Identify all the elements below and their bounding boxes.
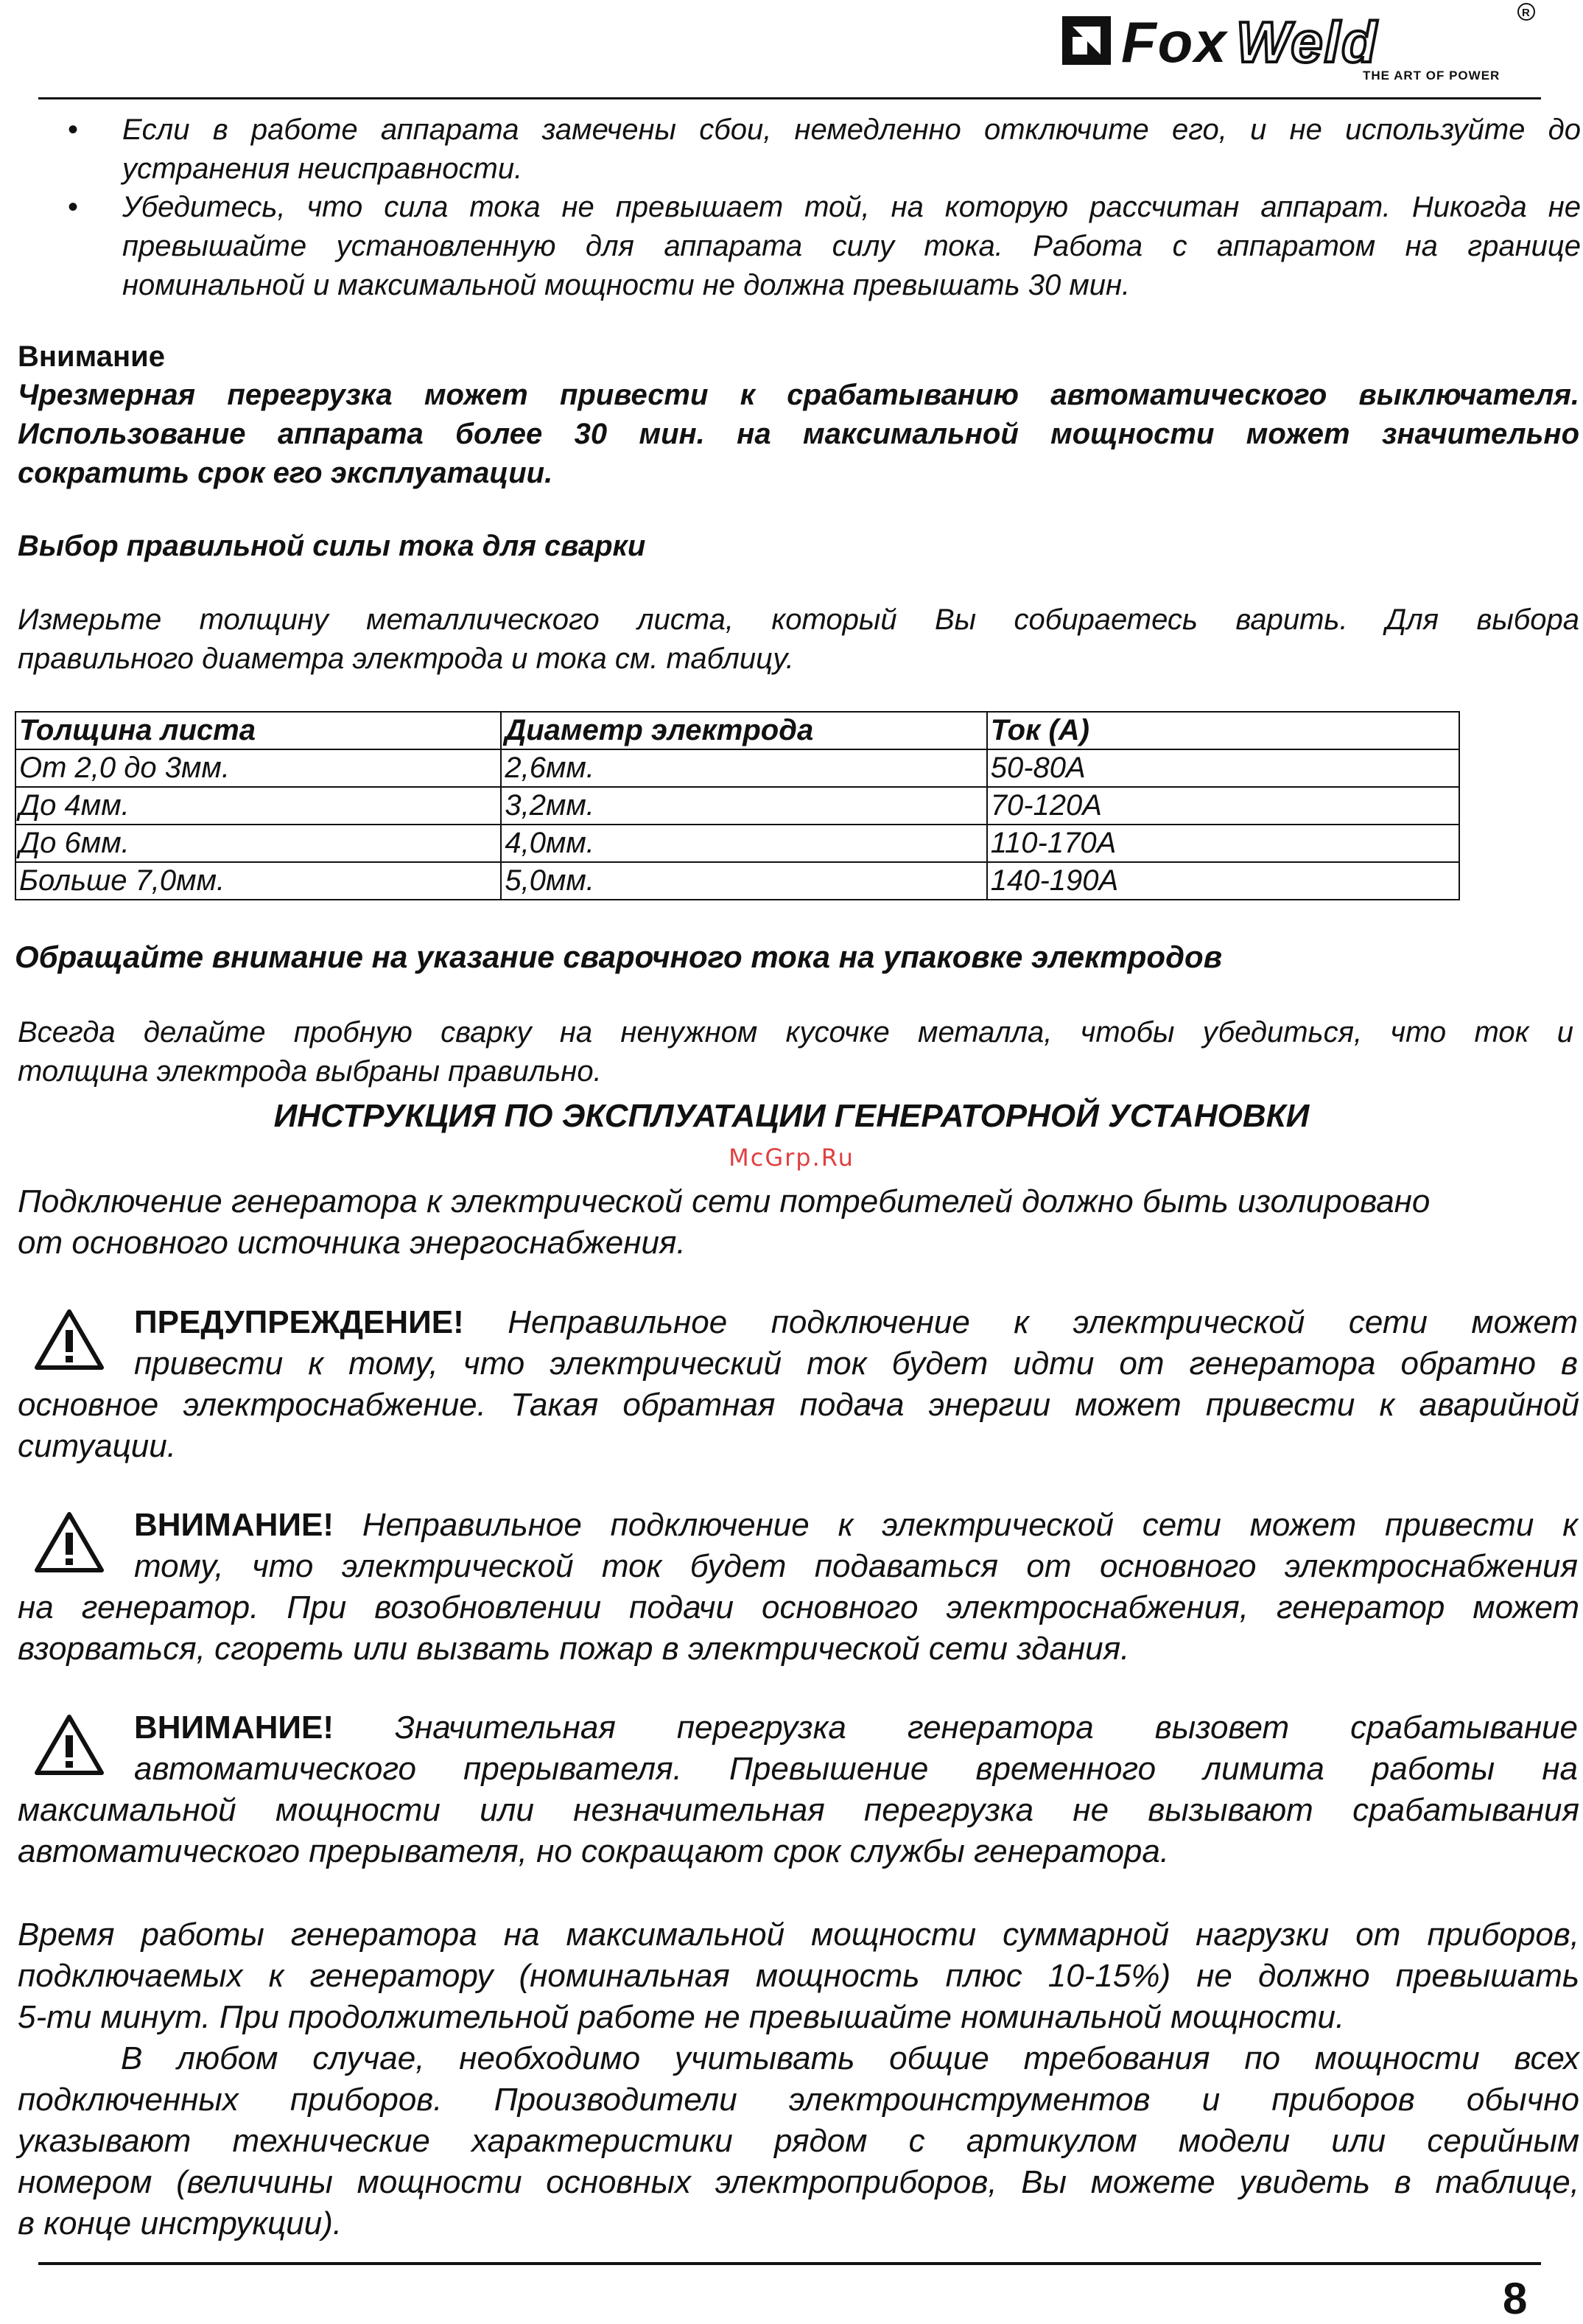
warning-3-head (134, 1707, 1578, 1790)
warning-1-body (18, 1385, 1579, 1467)
warning-line: привести к тому, что электрический ток будет идти от генератора обратно в (134, 1345, 1578, 1382)
table-cell: 50-80А (987, 749, 1459, 787)
attention-line: Использование аппарата более 30 мин. на максимальной мощности может значительно (18, 418, 1579, 450)
bullet-line: устранения неисправности. (122, 153, 523, 185)
brand-logo (1053, 0, 1540, 88)
generator-intro (18, 1181, 1579, 1264)
table-cell: Больше 7,0мм. (15, 862, 501, 900)
warning-line: взорваться, сгореть или вызвать пожар в электрической сети здания. (18, 1631, 1130, 1667)
warning-line: максимальной мощности или незначительная перегрузка не вызывают срабатывания (18, 1792, 1579, 1828)
paragraph-line: в конце инструкции). (18, 2205, 343, 2241)
paragraph-line: 5-ти минут. При продолжительной работе не превышайте номинальной мощности. (18, 1999, 1345, 2035)
warning-text: Неправильное подключение к электрической сети может (508, 1304, 1578, 1340)
bullet-line: превышайте установленную для аппарата силу тока. Работа с аппаратом на границе (122, 230, 1581, 262)
bullet-line: номинальной и максимальной мощности не должна превышать 30 мин. (122, 269, 1131, 301)
table-cell: 4,0мм. (501, 825, 986, 862)
closing-paragraph-1 (18, 1914, 1579, 2038)
warning-label: ВНИМАНИЕ! (134, 1709, 334, 1746)
attention-body (18, 376, 1579, 493)
table-cell: 3,2мм. (501, 787, 986, 825)
column-header-current: Ток (А) (987, 712, 1459, 749)
column-header-diameter: Диаметр электрода (501, 712, 986, 749)
warning-text: Неправильное подключение к электрической сети может привести к (362, 1507, 1578, 1543)
svg-text:R: R (1522, 7, 1530, 19)
table-cell: До 6мм. (15, 825, 501, 862)
bullet-line: Если в работе аппарата замечены сбои, немедленно отключите его, и не используйте до (122, 113, 1581, 146)
warning-line: автоматического прерывателя. Превышение временного лимита работы на (134, 1751, 1578, 1787)
warning-line: основное электроснабжение. Такая обратная подача энергии может привести к аварийной (18, 1387, 1579, 1423)
column-header-thickness: Толщина листа (15, 712, 501, 749)
table-row (15, 749, 1459, 787)
closing-paragraph-2 (18, 2038, 1579, 2244)
warning-2-body (18, 1587, 1579, 1670)
paragraph-line: номером (величины мощности основных электроприборов, Вы можете увидеть в таблице, (18, 2164, 1579, 2200)
generator-section-heading: ИНСТРУКЦИЯ ПО ЭКСПЛУАТАЦИИ ГЕНЕРАТОРНОЙ УСТАНОВКИ (273, 1098, 1310, 1134)
warning-line: автоматического прерывателя, но сокращают срок службы генератора. (18, 1833, 1170, 1869)
section-heading-current: Выбор правильной силы тока для сварки (18, 530, 646, 562)
warning-line: тому, что электрической ток будет подаваться от основного электроснабжения (134, 1548, 1578, 1584)
warning-3-body (18, 1790, 1579, 1872)
svg-text:Weld: Weld (1236, 10, 1378, 74)
table-cell: 5,0мм. (501, 862, 986, 900)
test-weld-text (18, 1013, 1573, 1091)
current-choice-text (18, 601, 1579, 679)
warning-1-head (134, 1302, 1578, 1385)
table-header-row (15, 712, 1459, 749)
header-divider (38, 97, 1541, 99)
electrode-table (15, 711, 1460, 900)
paragraph-line: Подключение генератора к электрической сети потребителей должно быть изолировано (18, 1183, 1431, 1219)
table-cell: 110-170А (987, 825, 1459, 862)
paragraph-line: подключенных приборов. Производители электроинструментов и приборов обычно (18, 2082, 1579, 2118)
table-cell: 70-120А (987, 787, 1459, 825)
table-cell: 2,6мм. (501, 749, 986, 787)
attention-line: Чрезмерная перегрузка может привести к срабатыванию автоматического выключателя. (18, 379, 1579, 411)
paragraph-line: подключаемых к генератору (номинальная мощность плюс 10-15%) не должно превышать (18, 1958, 1579, 1994)
table-row (15, 862, 1459, 900)
attention-title: Внимание (18, 340, 165, 373)
attention-line: сократить срок его эксплуатации. (18, 457, 553, 489)
bullet-marker: • (68, 113, 79, 146)
paragraph-line: Время работы генератора на максимальной мощности суммарной нагрузки от приборов, (18, 1917, 1579, 1953)
warning-2-head (134, 1505, 1578, 1587)
warning-triangle-icon (34, 1511, 105, 1574)
warning-text: Значительная перегрузка генератора вызовет срабатывание (395, 1709, 1578, 1746)
table-row (15, 787, 1459, 825)
svg-text:Fox: Fox (1121, 10, 1228, 74)
page-number: 8 (1503, 2274, 1528, 2323)
warning-triangle-icon (34, 1713, 105, 1777)
table-cell: До 4мм. (15, 787, 501, 825)
footer-divider (38, 2262, 1541, 2265)
brand-tagline: THE ART OF POWER (1363, 69, 1500, 83)
paragraph-line: указывают технические характеристики рядом с артикулом модели или серийным (18, 2123, 1579, 2159)
paragraph-line: Измерьте толщину металлического листа, который Вы собираетесь варить. Для выбора (18, 603, 1579, 636)
warning-label: ПРЕДУПРЕЖДЕНИЕ! (134, 1304, 464, 1340)
watermark: McGrp.Ru (729, 1144, 854, 1172)
paragraph-line: толщина электрода выбраны правильно. (18, 1055, 602, 1088)
bullet-marker: • (68, 191, 79, 223)
bullet-item (122, 111, 1581, 189)
paragraph-line: от основного источника энергоснабжения. (18, 1225, 686, 1261)
bullet-item (122, 188, 1581, 305)
table-cell: 140-190А (987, 862, 1459, 900)
bullet-line: Убедитесь, что сила тока не превышает той, на которую рассчитан аппарат. Никогда не (122, 191, 1581, 223)
table-row (15, 825, 1459, 862)
warning-line: ситуации. (18, 1428, 176, 1464)
warning-label: ВНИМАНИЕ! (134, 1507, 334, 1543)
warning-line: на генератор. При возобновлении подачи основного электроснабжения, генератор может (18, 1589, 1579, 1625)
paragraph-line: правильного диаметра электрода и тока см. таблицу. (18, 643, 794, 675)
warning-triangle-icon (34, 1308, 105, 1371)
paragraph-line: Всегда делайте пробную сварку на ненужном кусочке металла, чтобы убедиться, что ток и (18, 1016, 1573, 1049)
table-cell: От 2,0 до 3мм. (15, 749, 501, 787)
paragraph-line: В любом случае, необходимо учитывать общие требования по мощности всех (121, 2040, 1579, 2076)
packaging-note: Обращайте внимание на указание сварочного тока на упаковке электродов (15, 939, 1223, 974)
